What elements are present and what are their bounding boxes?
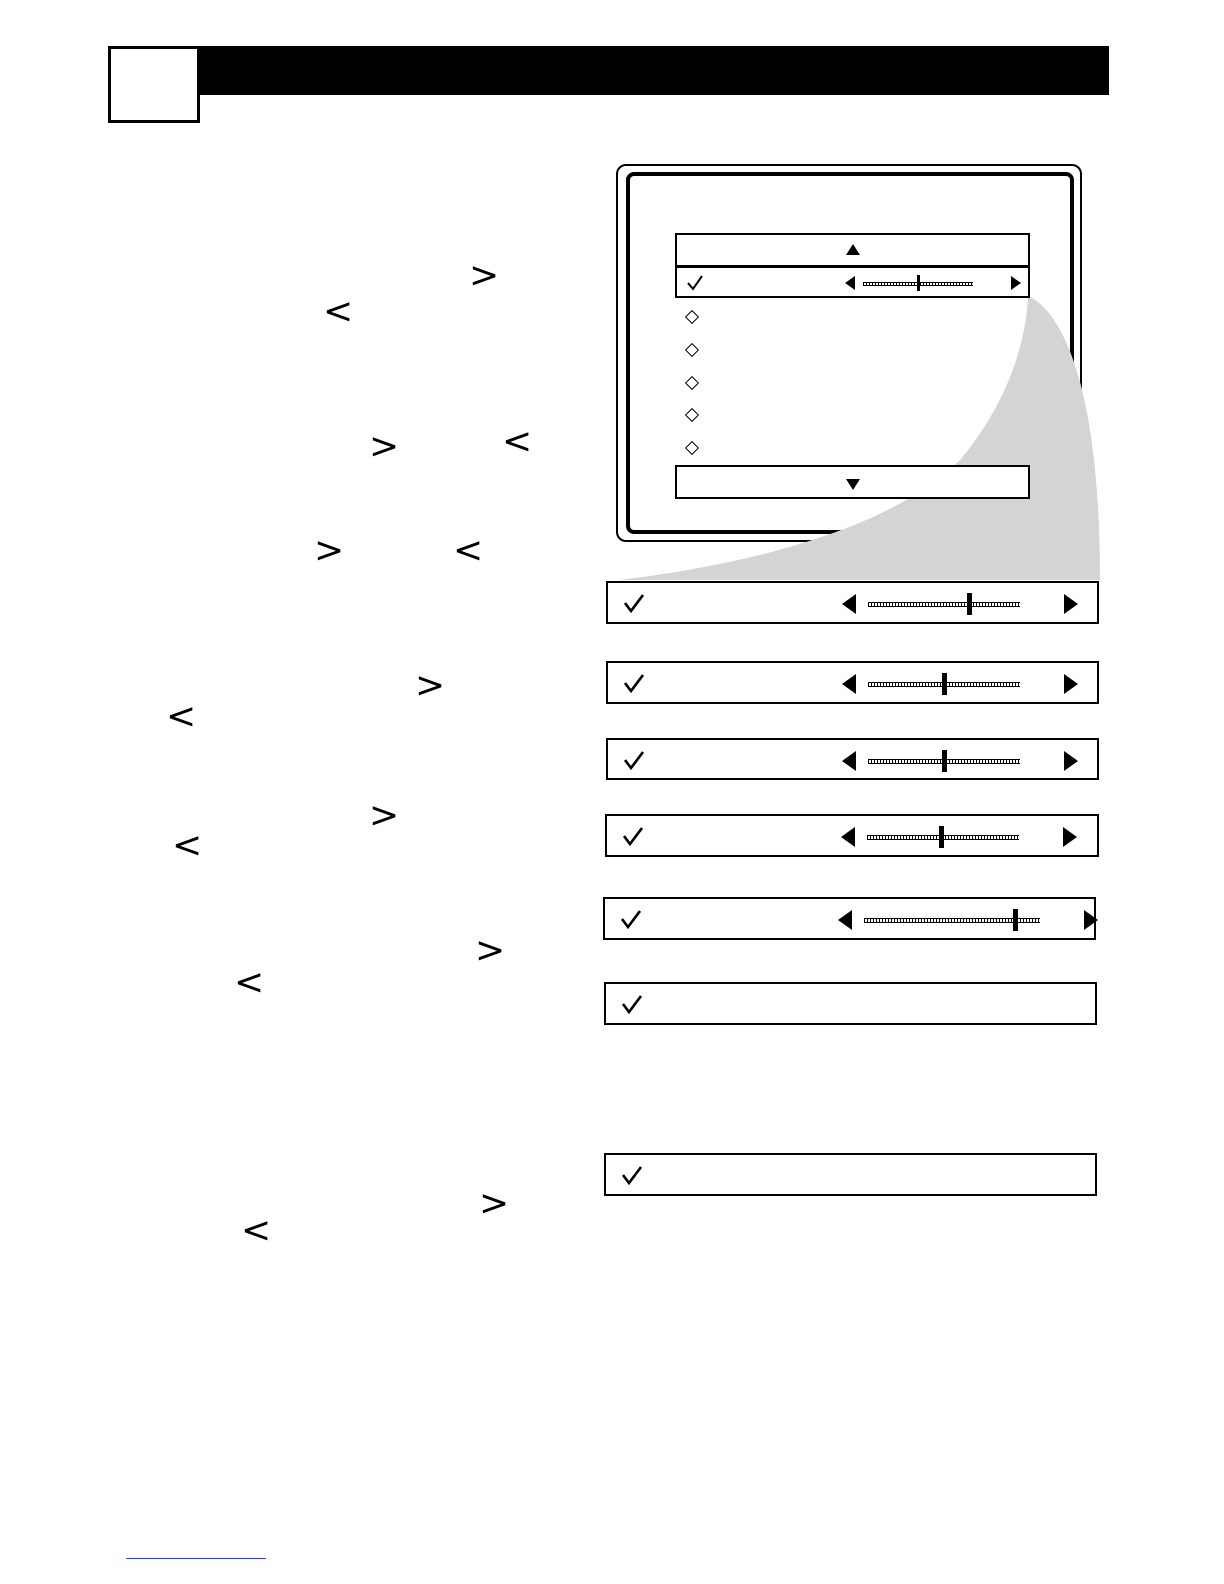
check-icon bbox=[624, 750, 644, 770]
check-icon bbox=[622, 994, 642, 1014]
triangle-left-icon[interactable] bbox=[842, 594, 856, 614]
check-icon bbox=[622, 1165, 642, 1185]
triangle-up-icon bbox=[846, 244, 860, 256]
slider-control-row[interactable] bbox=[606, 661, 1099, 704]
section-number-box bbox=[108, 46, 200, 123]
menu-scroll-down-button[interactable] bbox=[675, 465, 1030, 499]
menu-scroll-up-button[interactable] bbox=[675, 233, 1030, 267]
chevron-left-icon: < bbox=[234, 962, 265, 1003]
slider-thumb[interactable] bbox=[939, 826, 944, 848]
chevron-left-icon: < bbox=[502, 421, 533, 462]
chevron-right-icon: > bbox=[479, 1183, 510, 1224]
chevron-left-icon: < bbox=[323, 291, 354, 332]
check-icon bbox=[624, 593, 644, 613]
triangle-left-icon[interactable] bbox=[842, 751, 856, 771]
chevron-left-icon: < bbox=[172, 825, 203, 866]
chevron-right-icon: > bbox=[469, 255, 500, 296]
slider-control-row[interactable] bbox=[603, 897, 1096, 940]
slider-thumb[interactable] bbox=[1013, 909, 1018, 931]
check-icon bbox=[623, 826, 643, 846]
menu-slider-track[interactable] bbox=[863, 282, 973, 286]
chevron-left-icon: < bbox=[241, 1210, 272, 1251]
toggle-control-row[interactable] bbox=[604, 982, 1097, 1025]
slider-track[interactable] bbox=[868, 602, 1020, 607]
slider-control-row[interactable] bbox=[606, 738, 1099, 780]
check-icon bbox=[624, 673, 644, 693]
chevron-right-icon: > bbox=[314, 530, 345, 571]
chevron-left-icon: < bbox=[166, 696, 197, 737]
triangle-left-icon[interactable] bbox=[842, 674, 856, 694]
chevron-right-icon: > bbox=[369, 795, 400, 836]
triangle-right-icon[interactable] bbox=[1011, 276, 1021, 290]
triangle-right-icon[interactable] bbox=[1064, 594, 1078, 614]
slider-thumb[interactable] bbox=[967, 593, 972, 615]
slider-control-row[interactable] bbox=[606, 581, 1099, 624]
triangle-left-icon[interactable] bbox=[841, 827, 855, 847]
triangle-right-icon[interactable] bbox=[1064, 751, 1078, 771]
triangle-left-icon[interactable] bbox=[845, 276, 855, 290]
triangle-right-icon[interactable] bbox=[1064, 674, 1078, 694]
triangle-left-icon[interactable] bbox=[838, 910, 852, 930]
toggle-control-row[interactable] bbox=[604, 1153, 1097, 1196]
header-bar bbox=[196, 46, 1109, 95]
check-icon bbox=[687, 275, 703, 291]
chevron-right-icon: > bbox=[415, 665, 446, 706]
triangle-right-icon[interactable] bbox=[1084, 910, 1098, 930]
footer-link-underline bbox=[126, 1558, 266, 1559]
menu-item-selected[interactable] bbox=[675, 266, 1030, 298]
chevron-right-icon: > bbox=[369, 426, 400, 467]
slider-control-row[interactable] bbox=[605, 814, 1099, 857]
chevron-left-icon: < bbox=[453, 530, 484, 571]
menu-slider-thumb[interactable] bbox=[917, 275, 920, 291]
check-icon bbox=[621, 909, 641, 929]
chevron-right-icon: > bbox=[475, 930, 506, 971]
triangle-right-icon[interactable] bbox=[1063, 827, 1077, 847]
slider-thumb[interactable] bbox=[942, 673, 947, 695]
triangle-down-icon bbox=[846, 479, 860, 491]
slider-thumb[interactable] bbox=[942, 750, 947, 772]
